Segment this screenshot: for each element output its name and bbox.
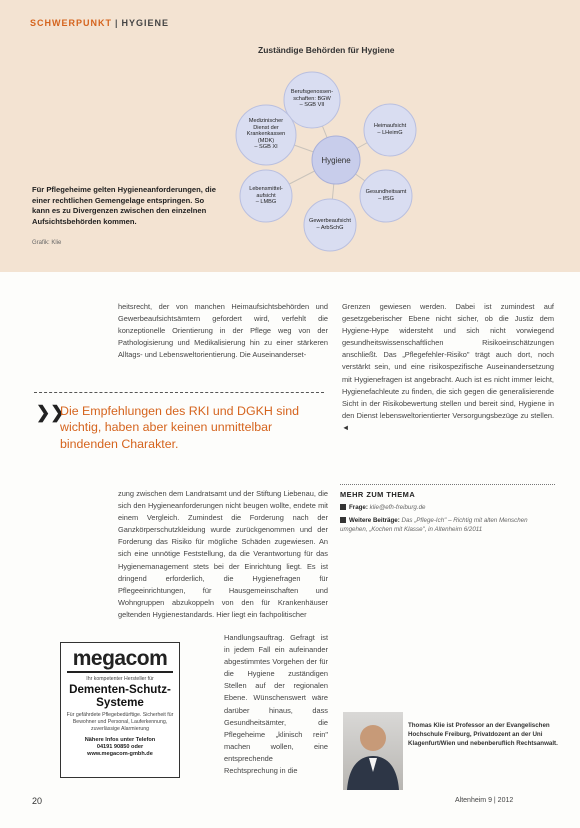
node-mdk-label bbox=[237, 118, 295, 151]
more-on-topic-box bbox=[340, 484, 555, 534]
square-bullet-icon bbox=[340, 504, 346, 510]
node-bgw-line: Berufsgenossen- bbox=[290, 89, 334, 95]
advert-contact-label: Nähere Infos unter Telefon bbox=[84, 737, 156, 743]
magazine-issue: Altenheim 9 | 2012 bbox=[455, 797, 514, 804]
author-caption: Thomas Klie ist Professor an der Evangelischen Hochschule Freiburg, Privatdozent an der Uni Klagenfurt/Wien und nebenberuflich Rechtsanwalt. bbox=[408, 722, 558, 747]
section-label: SCHWERPUNKT bbox=[30, 18, 112, 28]
pull-quote-text: Die Empfehlungen des RKI und DGKH sind wichtig, haben aber keinen unmittelbar bindenden Charakter. bbox=[60, 404, 299, 451]
further-articles-text: Das „Pflege-Ich" – Richtig mit alten Menschen umgehen, „Kochen mit Klasse", in Altenheim 6/2011 bbox=[340, 517, 528, 533]
megacom-logo: megacom bbox=[72, 647, 168, 670]
page-number: 20 bbox=[32, 796, 43, 806]
body-paragraph: zung zwischen dem Landratsamt und der Stiftung Liebenau, die sich den Hygieneanforderungen nicht beugen wollte, endete mit einem Vergleich. Zumindest die Forderung nach der Ganzkörperschutzkleidung wurde zurückgenommen und der Forderung das Risiko für mögliche Schäden zugewiesen. An sich eine unnötige Feststellung, da die Verantwortung für das Hygienemanagement stets bei der Einrichtung liegt. Es ist dringend erforderlich, die Hygienefragen für Pflegeeinrichtungen, für Hausgemeinschaften und Wohngruppen abzukoppeln von den für Krankenhäuser geltenden Hygienestandards. Hier liegt ein fachpolitischer bbox=[118, 489, 328, 619]
topic-label: HYGIENE bbox=[121, 18, 170, 28]
node-heimaufsicht-line: – LHeimG bbox=[377, 129, 403, 136]
quote-arrows-icon: ❯❯ bbox=[36, 403, 65, 422]
advert-website[interactable]: www.megacom-gmbh.de bbox=[87, 751, 153, 757]
node-center-label: Hygiene bbox=[321, 156, 351, 165]
author-silhouette-icon bbox=[343, 712, 403, 790]
body-paragraph: Handlungsauftrag. Gefragt ist in jedem Fall ein aufeinander abgestimmtes Vorgehen der für die Hygiene zuständigen Stellen auf der regionalen Ebene. Wünschenswert wäre darüber hinaus, dass Gesundheitsämter, die Pflegeheime „klinisch rein" machen wollen, eine entsprechende Rechtsprechung in die bbox=[224, 633, 328, 776]
node-heimaufsicht-label bbox=[364, 123, 416, 136]
body-column-narrow bbox=[224, 632, 328, 777]
advert-product: Dementen-Schutz-Systeme bbox=[69, 683, 171, 709]
node-gesundheitsamt-label bbox=[360, 189, 412, 202]
megacom-advert bbox=[60, 642, 180, 778]
advert-description: Für gefährdete Pflegebedürftige. Sicherheit für Bewohner und Personal, Lauferkennung, zuverlässige Alarmierung bbox=[66, 712, 174, 732]
node-heimaufsicht-line: Heimaufsicht bbox=[373, 123, 407, 129]
body-column-middle bbox=[118, 488, 328, 621]
diagram-source: Grafik: Klie bbox=[32, 240, 62, 246]
question-email-link[interactable]: klie@efh-freiburg.de bbox=[369, 504, 426, 511]
node-lebensmittel-line: – LMBG bbox=[255, 199, 277, 206]
node-mdk-line: (MDK) bbox=[257, 137, 275, 144]
diagram-title: Zuständige Behörden für Hygiene bbox=[258, 45, 395, 55]
node-mdk-line: Krankenkassen bbox=[246, 131, 286, 138]
advert-rule bbox=[67, 671, 173, 673]
node-mdk-line: Dienst der bbox=[253, 124, 279, 131]
node-bgw-line: – SGB VII bbox=[299, 102, 325, 109]
node-mdk-line: – SGB XI bbox=[254, 144, 278, 151]
more-on-topic-heading: MEHR ZUM THEMA bbox=[340, 484, 555, 499]
diagram-sidenote: Für Pflegeheime gelten Hygieneanforderungen, die einer rechtlichen Gemengelage entspringen. So kann es zu Divergenzen zwischen den einzelnen Aufsichtsbehörden kommen. bbox=[32, 185, 216, 226]
node-mdk-line: Medizinischer bbox=[248, 118, 284, 124]
body-column-top-left bbox=[118, 301, 328, 361]
node-bgw-line: schaften: BGW bbox=[293, 95, 331, 102]
end-mark-icon: ◄ bbox=[342, 422, 350, 432]
question-row bbox=[340, 503, 555, 512]
question-label: Frage: bbox=[349, 504, 368, 511]
node-lebensmittel-line: Lebensmittel- bbox=[249, 186, 283, 192]
node-lebensmittel-label bbox=[240, 186, 292, 206]
kicker-separator: | bbox=[115, 18, 119, 28]
pull-quote bbox=[34, 392, 324, 471]
body-paragraph: Grenzen gewiesen werden. Dabei ist zumindest auf gesetzgeberischer Ebene nicht sicher, ob die Justiz dem Hygiene-Hype widersteht und sich nicht vorwiegend gesundheitswissenschaftlichen Risikoeinschätzungen anschließt. Das „Pflegefehler-Risiko" trägt auch dort, noch verstärkt sein, und eine risikospezifische Auseinandersetzung mit Hygienefragen ist angebracht. Auch ist es nicht immer leicht, Hygienefachleute zu finden, die sich gegen die generalisierende Sicht in der Risikobewertung stellen und bereit sind, Hygiene in den Dienst lebensweltorientierter Versorgungsbezüge zu stellen. bbox=[342, 302, 554, 420]
node-lebensmittel-line: aufsicht bbox=[256, 192, 276, 199]
advert-phone: 04191 90850 oder bbox=[96, 744, 144, 750]
node-gewerbeaufsicht-line: Gewerbeaufsicht bbox=[309, 218, 351, 224]
body-column-right bbox=[342, 301, 554, 434]
body-paragraph: heitsrecht, der von manchen Heimaufsichtsbehörden und Gewerbeaufsichtsämtern gefordert wird, verfehlt die konzeptionelle Orientierung in der Pflege weg von der Pathologisierung und Medikalisierung hin zu einer stärkeren Alltags- und Lebensweltorientierung. Die Auseinanderset- bbox=[118, 302, 328, 360]
node-gewerbeaufsicht-line: – ArbSchG bbox=[316, 224, 344, 231]
advert-subline: Ihr kompetenter Hersteller für bbox=[86, 676, 154, 682]
node-gesundheitsamt-line: Gesundheitsamt bbox=[365, 189, 407, 195]
node-gesundheitsamt-line: – IfSG bbox=[378, 195, 394, 202]
node-bgw-label bbox=[284, 89, 340, 109]
further-articles-row bbox=[340, 516, 555, 534]
node-gewerbeaufsicht-label bbox=[304, 218, 356, 231]
author-photo bbox=[343, 712, 403, 790]
plus-bullet-icon bbox=[340, 517, 346, 523]
further-articles-label: Weitere Beiträge: bbox=[349, 517, 400, 524]
